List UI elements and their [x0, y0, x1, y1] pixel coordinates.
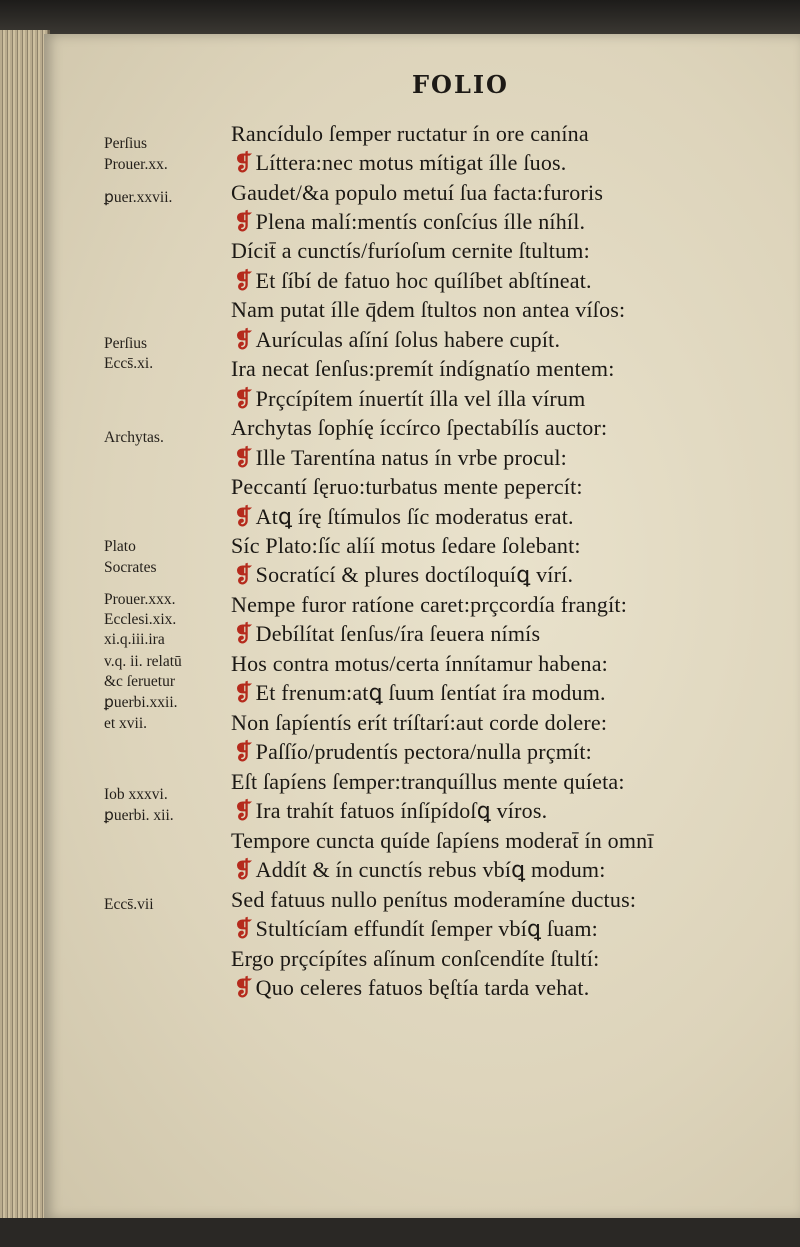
book-top-shadow: [0, 0, 800, 34]
verse-line-text: Nam putat ílle q̄dem ſtultos non antea víſos:: [231, 297, 626, 322]
paragraph-mark: ❡: [234, 916, 253, 941]
verse-line-text: Et ſíbí de fatuo hoc quílíbet abſtíneat.: [255, 268, 592, 293]
verse-line-text: Socratící & plures doctíloquíꝗ vírí.: [255, 562, 574, 587]
verse-line: [228, 889, 636, 911]
verse-line-text: Peccantí ſęruo:turbatus mente pepercít:: [231, 474, 583, 499]
marginal-note: Perſius: [104, 135, 148, 152]
verse-line: [234, 741, 592, 763]
paragraph-mark: ❡: [234, 680, 253, 705]
verse-line: [228, 299, 625, 321]
page-edges: [0, 30, 50, 1225]
paragraph-mark: ❡: [234, 445, 253, 470]
verse-line-text: Ira necat ſenſus:premít índígnatío mentem:: [231, 356, 615, 381]
verse-line: [228, 712, 607, 734]
paragraph-mark: ❡: [234, 562, 253, 587]
marginal-note: Prouer.xxx.: [104, 591, 176, 608]
verse-line-text: Archytas ſophíę íccírco ſpectabílís auctor:: [231, 415, 608, 440]
marginal-note: v.q. ii. relatū: [104, 653, 182, 670]
verse-line-text: Atꝗ írę ſtímulos ſíc moderatus erat.: [255, 504, 574, 529]
verse-line-text: Tempore cuncta quíde ſapíens moderat̄ ín omnī: [231, 828, 654, 853]
verse-line: [234, 564, 573, 586]
verse-line: [234, 859, 606, 881]
verse-line-text: Dícit̄ a cunctís/furíoſum cernite ſtultum:: [231, 238, 590, 263]
verse-line: [228, 182, 603, 204]
paragraph-mark: ❡: [234, 975, 253, 1000]
verse-line: [234, 918, 598, 940]
verse-line-text: Síc Plato:ſíc alíí motus ſedare ſolebant:: [231, 533, 581, 558]
verse-line-text: Ille Tarentína natus ín vrbe procul:: [255, 445, 567, 470]
marginal-note: Perſius: [104, 335, 148, 352]
paragraph-mark: ❡: [234, 327, 253, 352]
verse-line: [234, 388, 585, 410]
marginal-note: Eccs̄.xi.: [104, 355, 154, 372]
paragraph-mark: ❡: [234, 209, 253, 234]
verse-line-text: Addít & ín cunctís rebus vbíꝗ modum:: [255, 857, 606, 882]
verse-line: [228, 123, 589, 145]
paragraph-mark: ❡: [234, 798, 253, 823]
marginal-note: Iob xxxvi.: [104, 786, 168, 803]
verse-line-text: Et frenum:atꝗ ſuum ſentíat íra modum.: [255, 680, 606, 705]
marginal-note: et xvii.: [104, 715, 148, 732]
verse-line-text: Eſt ſapíens ſemper:tranquíllus mente quíeta:: [231, 769, 625, 794]
verse-line-text: Aurículas aſíní ſolus habere cupít.: [255, 327, 561, 352]
marginal-note: Archytas.: [104, 429, 164, 446]
paragraph-mark: ❡: [234, 268, 253, 293]
marginal-note: ꝑuer.xxvii.: [104, 189, 173, 206]
folio-header: FOLIO: [412, 70, 509, 99]
verse-line: [234, 211, 585, 233]
verse-line: [234, 447, 567, 469]
verse-line: [234, 152, 567, 174]
marginal-note: Ecclesi.xix.: [104, 611, 177, 628]
paragraph-mark: ❡: [234, 504, 253, 529]
verse-line-text: Sed fatuus nullo penítus moderamíne ductus:: [231, 887, 637, 912]
verse-line: [228, 417, 607, 439]
marginal-note: ꝑuerbi.xxii.: [104, 694, 178, 711]
verse-line-text: Ergo prçcípítes aſínum conſcendíte ſtultí:: [231, 946, 600, 971]
paragraph-mark: ❡: [234, 150, 253, 175]
marginal-note: xi.q.iii.ira: [104, 631, 165, 648]
verse-line-text: Debílítat ſenſus/íra ſeuera nímís: [255, 621, 541, 646]
verse-line: [228, 535, 581, 557]
paragraph-mark: ❡: [234, 857, 253, 882]
verse-line: [234, 270, 592, 292]
verse-line-text: Líttera:nec motus mítigat ílle ſuos.: [255, 150, 567, 175]
marginal-note: Prouer.xx.: [104, 156, 168, 173]
verse-line-text: Plena malí:mentís conſcíus ílle níhíl.: [255, 209, 586, 234]
verse-line-text: Hos contra motus/certa ínnítamur habena:: [231, 651, 608, 676]
verse-line: [228, 771, 625, 793]
verse-line-text: Stultícíam effundít ſemper vbíꝗ ſuam:: [255, 916, 598, 941]
verse-line: [234, 329, 560, 351]
verse-line: [228, 594, 627, 616]
marginal-note: ꝑuerbi. xii.: [104, 807, 174, 824]
verse-line: [234, 682, 606, 704]
marginal-note: Socrates: [104, 559, 157, 576]
verse-line: [228, 358, 615, 380]
verse-line-text: Ira trahít fatuos ínſípídoſꝗ víros.: [255, 798, 548, 823]
paragraph-mark: ❡: [234, 739, 253, 764]
verse-line-text: Nempe furor ratíone caret:prçcordía frangít:: [231, 592, 628, 617]
verse-line: [234, 506, 574, 528]
verse-line-text: Quo celeres fatuos bęſtía tarda vehat.: [255, 975, 590, 1000]
verse-line-text: Gaudet/&a populo metuí ſua facta:furoris: [231, 180, 604, 205]
marginal-note: &c ſeruetur: [104, 673, 176, 690]
verse-line: [228, 240, 590, 262]
verse-line: [228, 653, 608, 675]
verse-line: [228, 830, 654, 852]
verse-line-text: Rancídulo ſemper ructatur ín ore canína: [231, 121, 589, 146]
verse-line: [234, 977, 589, 999]
verse-line: [228, 476, 583, 498]
marginal-note: Plato: [104, 538, 136, 555]
verse-line-text: Paſſío/prudentís pectora/nulla prçmít:: [255, 739, 592, 764]
verse-line: [234, 623, 540, 645]
verse-line: [234, 800, 547, 822]
marginal-note: Eccs̄.vii: [104, 896, 154, 913]
book-bottom-shadow: [0, 1218, 800, 1247]
paragraph-mark: ❡: [234, 621, 253, 646]
paragraph-mark: ❡: [234, 386, 253, 411]
verse-line: [228, 948, 599, 970]
verse-line-text: Non ſapíentís erít tríſtarí:aut corde dolere:: [231, 710, 608, 735]
verse-line-text: Prçcípítem ínuertít ílla vel ílla vírum: [255, 386, 586, 411]
